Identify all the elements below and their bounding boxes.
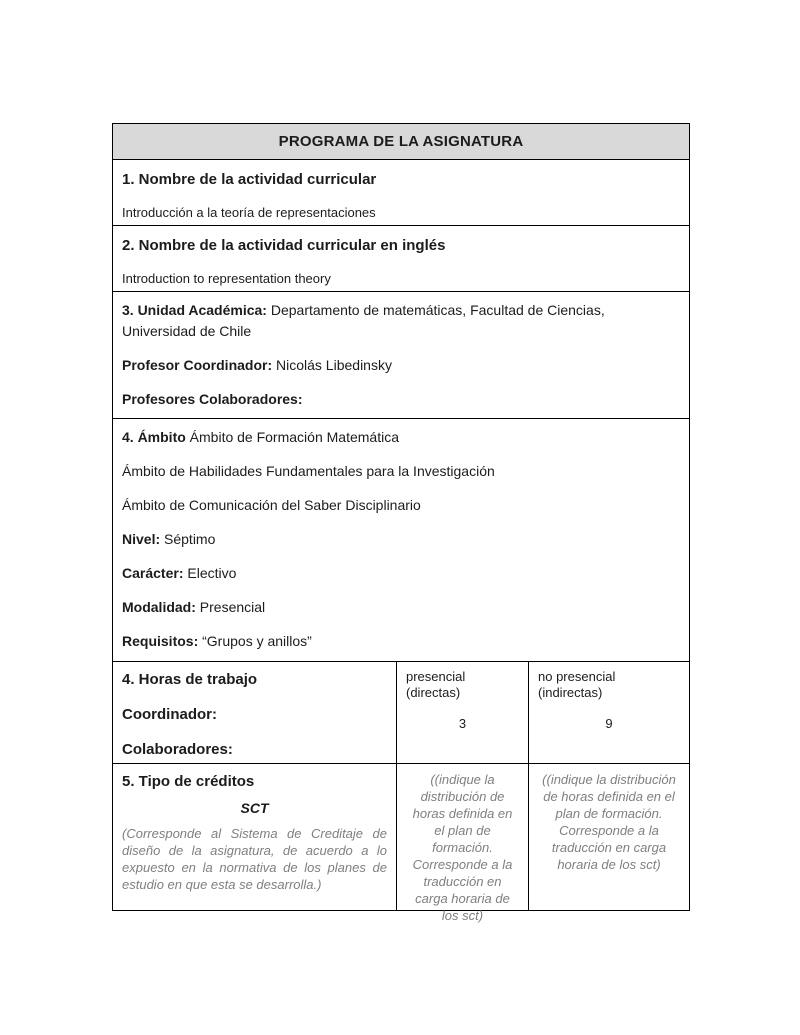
- character-label: Carácter:: [122, 565, 184, 581]
- academic-unit-label: 3. Unidad Académica:: [122, 302, 267, 318]
- course-program-table: [112, 123, 690, 923]
- modality-value: Presencial: [199, 599, 266, 615]
- requisites-value: “Grupos y anillos”: [202, 633, 312, 649]
- character-value: Electivo: [187, 565, 237, 581]
- level-line: [122, 529, 680, 550]
- section-course-name: [113, 160, 689, 226]
- no-presencial-hours-cell: [528, 662, 689, 763]
- section-work-hours: [113, 662, 689, 764]
- presencial-hours-value: 3: [458, 716, 467, 731]
- table-title-row: [113, 124, 689, 160]
- work-hours-coordinator-label: Coordinador:: [122, 706, 217, 723]
- credit-type-label-cell: [113, 764, 396, 910]
- credit-type-sct: SCT: [240, 800, 269, 816]
- academic-unit-value: Departamento de matemáticas, Facultad de Ciencias, Universidad de Chile: [122, 302, 605, 339]
- character-line: [122, 563, 680, 584]
- ambito-line-2: Ámbito de Habilidades Fundamentales para la Investigación: [122, 463, 495, 479]
- coordinator-value: Nicolás Libedinsky: [276, 357, 392, 373]
- section-credit-type: [113, 764, 689, 923]
- collaborators-label: Profesores Colaboradores:: [122, 391, 303, 407]
- no-presencial-hours-value: 9: [605, 716, 613, 731]
- modality-line: [122, 597, 680, 618]
- credit-distribution-no-presencial-note: ((indique la distribución de horas definida en el plan de formación. Corresponde a la traducción en carga horaria de los sct): [542, 772, 676, 872]
- requisites-line: [122, 631, 680, 652]
- presencial-hours-cell: [396, 662, 528, 763]
- section1-value: Introducción a la teoría de representaciones: [122, 205, 376, 220]
- credit-type-label: 5. Tipo de créditos: [122, 773, 255, 790]
- credit-distribution-no-presencial-cell: [528, 764, 689, 910]
- ambito-line-3: Ámbito de Comunicación del Saber Disciplinario: [122, 497, 421, 513]
- coordinator-line: [122, 355, 680, 376]
- section-ambito: [113, 419, 689, 662]
- requisites-label: Requisitos:: [122, 633, 199, 649]
- collaborators-line: [122, 389, 680, 410]
- section1-label: 1. Nombre de la actividad curricular: [122, 171, 377, 188]
- ambito-label: 4. Ámbito: [122, 429, 186, 445]
- work-hours-label: 4. Horas de trabajo: [122, 671, 258, 688]
- level-value: Séptimo: [164, 531, 216, 547]
- work-hours-label-cell: [113, 662, 396, 763]
- credit-type-note: (Corresponde al Sistema de Creditaje de diseño de la asignatura, de acuerdo a lo expuesto en la normativa de los planes de estudio en que esta se desarrolla.): [122, 826, 387, 892]
- section2-label: 2. Nombre de la actividad curricular en inglés: [122, 237, 446, 254]
- modality-label: Modalidad:: [122, 599, 196, 615]
- credit-distribution-presencial-note: ((indique la distribución de horas definida en el plan de formación. Corresponde a la traducción en carga horaria de los sct): [412, 772, 513, 923]
- ambito-value: Ámbito de Formación Matemática: [189, 429, 399, 445]
- no-presencial-hours-header: no presencial (indirectas): [538, 669, 616, 700]
- academic-unit-line: [122, 300, 680, 342]
- table-title: PROGRAMA DE LA ASIGNATURA: [278, 133, 524, 150]
- ambito-line: [122, 427, 680, 448]
- section-course-name-english: [113, 226, 689, 292]
- level-label: Nivel:: [122, 531, 161, 547]
- credit-distribution-presencial-cell: [396, 764, 528, 923]
- work-hours-collaborators-label: Colaboradores:: [122, 741, 233, 758]
- coordinator-label: Profesor Coordinador:: [122, 357, 273, 373]
- section-academic-unit: [113, 292, 689, 419]
- section2-value: Introduction to representation theory: [122, 271, 331, 286]
- presencial-hours-header: presencial (directas): [406, 669, 466, 700]
